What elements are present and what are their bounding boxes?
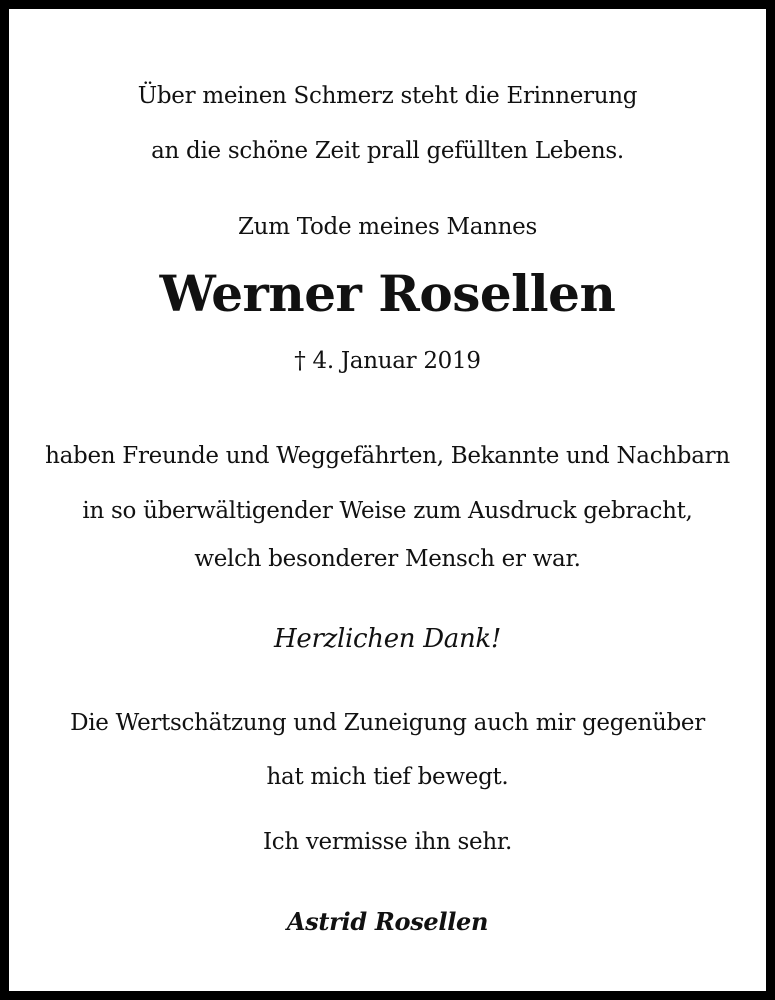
body-line-2: in so überwältigender Weise zum Ausdruck gebracht, <box>82 498 693 524</box>
deceased-name: Werner Rosellen <box>159 264 616 323</box>
body-line-1: haben Freunde und Weggefährten, Bekannte und Nachbarn <box>45 443 730 469</box>
thanks-heading: Herzlichen Dank! <box>273 624 502 654</box>
signature: Astrid Rosellen <box>286 907 489 936</box>
death-date: † 4. Januar 2019 <box>294 348 481 374</box>
poem-line-2: an die schöne Zeit prall gefüllten Lebens. <box>151 138 624 164</box>
body-line-3: welch besonderer Mensch er war. <box>194 546 581 572</box>
closing-line-1: Die Wertschätzung und Zuneigung auch mir gegenüber <box>70 710 705 736</box>
closing-line-3: Ich vermisse ihn sehr. <box>262 829 513 855</box>
closing-line-2: hat mich tief bewegt. <box>266 764 509 790</box>
poem-line-1: Über meinen Schmerz steht die Erinnerung <box>137 83 638 109</box>
intro-text: Zum Tode meines Mannes <box>238 214 537 240</box>
